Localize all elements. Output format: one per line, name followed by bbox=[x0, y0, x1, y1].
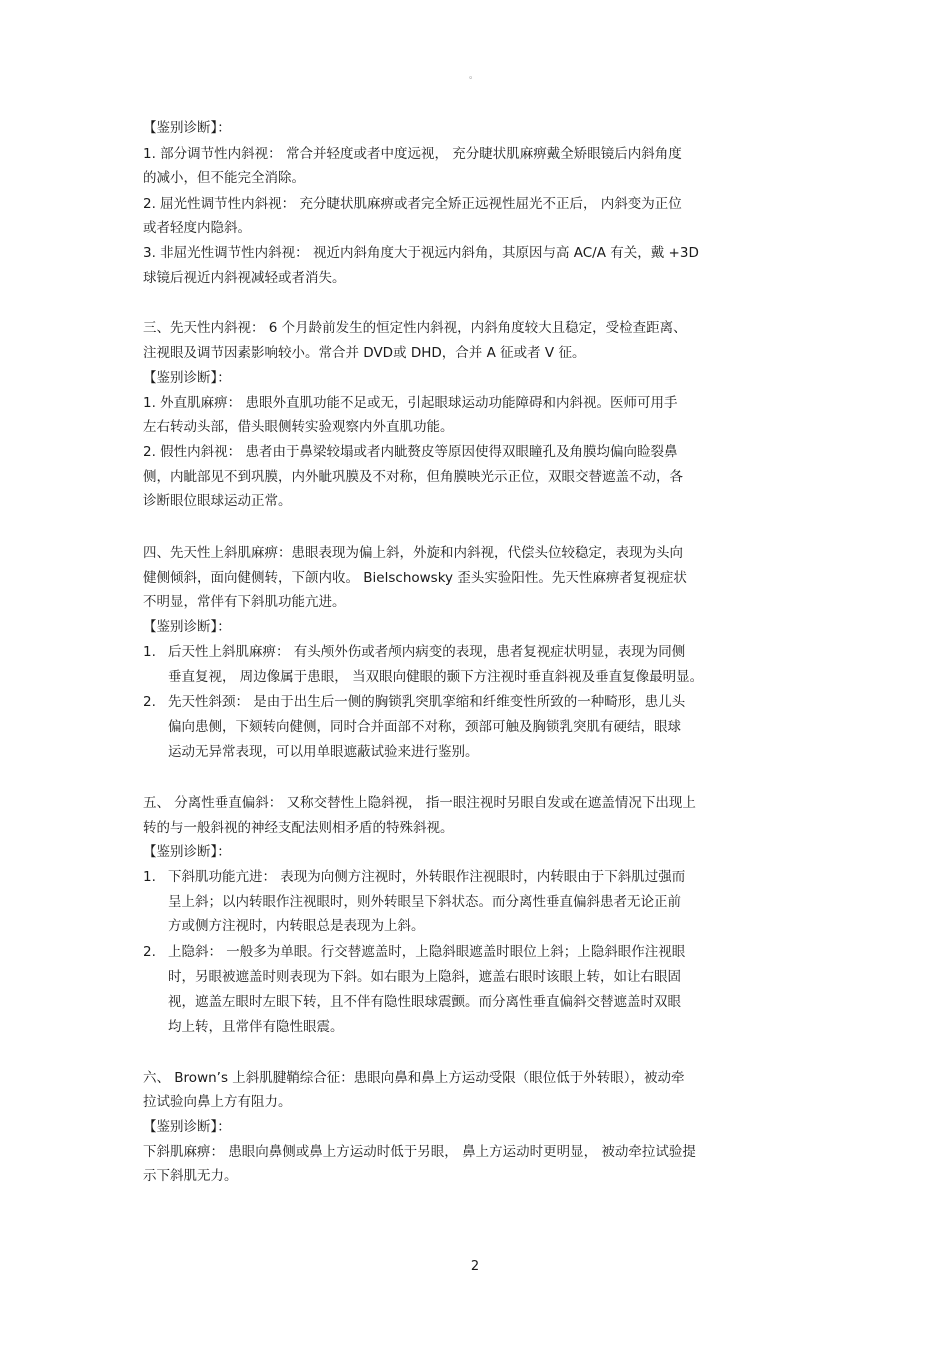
text-line: 健侧倾斜，面向健侧转，下颌内收。 Bielschowsky 歪头实验阳性。先天性麻痹者复视症状 bbox=[143, 570, 687, 586]
heading-differential-4: 【鉴别诊断】： bbox=[143, 844, 231, 860]
text-line: 上隐斜： 一般多为单眼。行交替遮盖时，上隐斜眼遮盖时眼位上斜；上隐斜眼作注视眼 bbox=[168, 944, 686, 960]
text-line: 运动无异常表现，可以用单眼遮蔽试验来进行鉴别。 bbox=[168, 744, 479, 760]
text-line: 均上转，且常伴有隐性眼震。 bbox=[168, 1019, 344, 1035]
section-heading-six: 六、 Brown’s 上斜肌腱鞘综合征：患眼向鼻和鼻上方运动受限（眼位低于外转眼），被动牵 bbox=[143, 1070, 685, 1086]
text-line: 1. 部分调节性内斜视： 常合并轻度或者中度远视， 充分睫状肌麻痹戴全矫眼镜后内斜角度 bbox=[143, 146, 682, 162]
text-line: 拉试验向鼻上方有阻力。 bbox=[143, 1094, 292, 1110]
text-line: 视，遮盖左眼时左眼下转，且不伴有隐性眼球震颤。而分离性垂直偏斜交替遮盖时双眼 bbox=[168, 994, 681, 1010]
text-line: 时，另眼被遮盖时则表现为下斜。如右眼为上隐斜，遮盖右眼时该眼上转，如让右眼固 bbox=[168, 969, 681, 985]
text-line: 方或侧方注视时，内转眼总是表现为上斜。 bbox=[168, 918, 425, 934]
text-line: 下斜肌功能亢进： 表现为向侧方注视时，外转眼作注视眼时，内转眼由于下斜肌过强而 bbox=[168, 869, 686, 885]
text-line: 球镜后视近内斜视减轻或者消失。 bbox=[143, 270, 346, 286]
text-line: 诊断眼位眼球运动正常。 bbox=[143, 493, 292, 509]
list-number: 2. bbox=[143, 944, 156, 960]
text-line: 左右转动头部，借头眼侧转实验观察内外直肌功能。 bbox=[143, 419, 454, 435]
section-heading-four: 四、先天性上斜肌麻痹：患眼表现为偏上斜，外旋和内斜视，代偿头位较稳定，表现为头向 bbox=[143, 545, 683, 561]
text-line: 的减小，但不能完全消除。 bbox=[143, 170, 305, 186]
text-line: 侧，内眦部见不到巩膜，内外眦巩膜及不对称，但角膜映光示正位，双眼交替遮盖不动，各 bbox=[143, 469, 683, 485]
text-line: 偏向患侧，下颏转向健侧，同时合并面部不对称，颈部可触及胸锁乳突肌有硬结，眼球 bbox=[168, 719, 681, 735]
text-line: 不明显，常伴有下斜肌功能亢进。 bbox=[143, 594, 346, 610]
text-line: 下斜肌麻痹： 患眼向鼻侧或鼻上方运动时低于另眼， 鼻上方运动时更明显， 被动牵拉试验提 bbox=[143, 1144, 696, 1160]
text-line: 注视眼及调节因素影响较小。常合并 DVD或 DHD，合并 A 征或者 V 征。 bbox=[143, 345, 586, 361]
text-line: 2. 屈光性调节性内斜视： 充分睫状肌麻痹或者完全矫正远视性屈光不正后， 内斜变为正位 bbox=[143, 196, 682, 212]
header-mark: 。 bbox=[469, 71, 479, 81]
section-heading-three: 三、先天性内斜视： 6 个月龄前发生的恒定性内斜视，内斜角度较大且稳定，受检查距离、 bbox=[143, 320, 687, 336]
text-line: 先天性斜颈： 是由于出生后一侧的胸锁乳突肌挛缩和纤维变性所致的一种畸形，患儿头 bbox=[168, 694, 686, 710]
list-number: 2. bbox=[143, 694, 156, 710]
section-heading-five: 五、 分离性垂直偏斜： 又称交替性上隐斜视， 指一眼注视时另眼自发或在遮盖情况下出现上 bbox=[143, 795, 696, 811]
heading-differential-5: 【鉴别诊断】： bbox=[143, 1119, 231, 1135]
heading-differential-2: 【鉴别诊断】： bbox=[143, 370, 231, 386]
text-line: 3. 非屈光性调节性内斜视： 视近内斜角度大于视远内斜角，其原因与高 AC/A 有关，戴 +3D bbox=[143, 245, 699, 261]
text-line: 2. 假性内斜视： 患者由于鼻梁较塌或者内眦赘皮等原因使得双眼瞳孔及角膜均偏向睑裂鼻 bbox=[143, 444, 678, 460]
text-line: 示下斜肌无力。 bbox=[143, 1168, 238, 1184]
text-line: 或者轻度内隐斜。 bbox=[143, 220, 251, 236]
list-number: 1. bbox=[143, 869, 156, 885]
text-line: 转的与一般斜视的神经支配法则相矛盾的特殊斜视。 bbox=[143, 820, 454, 836]
heading-differential-3: 【鉴别诊断】： bbox=[143, 619, 231, 635]
text-line: 呈上斜；以内转眼作注视眼时，则外转眼呈下斜状态。而分离性垂直偏斜患者无论正前 bbox=[168, 894, 681, 910]
text-line: 垂直复视， 周边像属于患眼， 当双眼向健眼的颞下方注视时垂直斜视及垂直复像最明显。 bbox=[168, 669, 704, 685]
page-number: 2 bbox=[470, 1259, 480, 1274]
text-line: 1. 外直肌麻痹： 患眼外直肌功能不足或无，引起眼球运动功能障碍和内斜视。医师可用手 bbox=[143, 395, 678, 411]
text-line: 后天性上斜肌麻痹： 有头颅外伤或者颅内病变的表现，患者复视症状明显，表现为同侧 bbox=[168, 644, 686, 660]
list-number: 1. bbox=[143, 644, 156, 660]
heading-differential-1: 【鉴别诊断】： bbox=[143, 120, 231, 136]
